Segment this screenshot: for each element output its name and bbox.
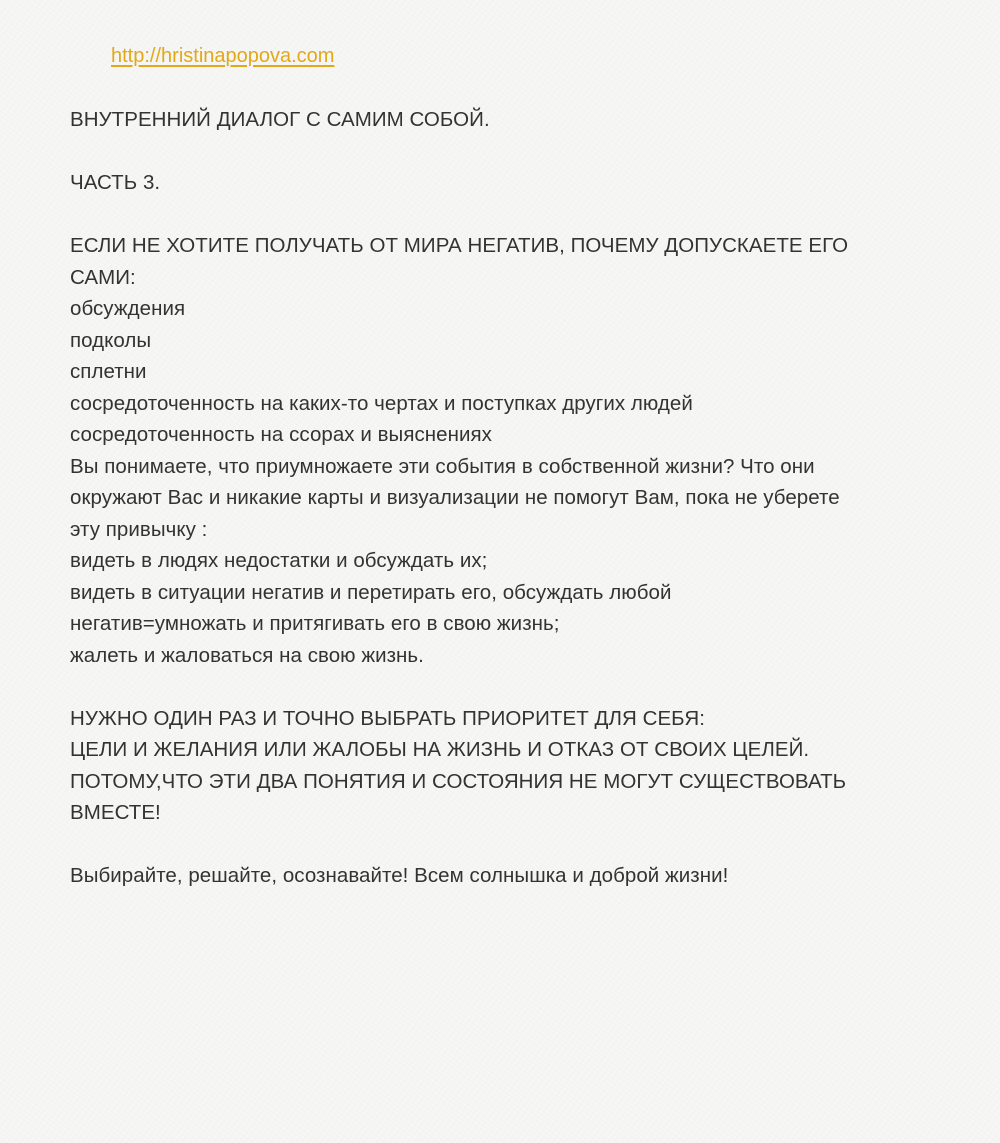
body-line: эту привычку : — [70, 517, 208, 541]
body-line: Вы понимаете, что приумножаете эти события в собственной жизни? Что они — [70, 454, 815, 478]
priority-line: ПОТОМУ,ЧТО ЭТИ ДВА ПОНЯТИЯ И СОСТОЯНИЯ НЕ МОГУТ СУЩЕСТВОВАТЬ — [70, 769, 847, 793]
note-body — [70, 104, 950, 892]
website-link[interactable]: http://hristinapopova.com — [111, 45, 335, 67]
part-heading: ЧАСТЬ 3. — [70, 171, 161, 194]
priority-line: ЦЕЛИ И ЖЕЛАНИЯ ИЛИ ЖАЛОБЫ НА ЖИЗНЬ И ОТКАЗ ОТ СВОИХ ЦЕЛЕЙ. — [70, 738, 810, 761]
blank-line — [70, 671, 950, 703]
list-item: сосредоточенность на ссорах и выяснениях — [70, 423, 492, 446]
habit-line: видеть в ситуации негатив и перетирать его, обсуждать любой — [70, 580, 672, 604]
priority-line: ВМЕСТЕ! — [70, 801, 161, 824]
body-line: окружают Вас и никакие карты и визуализации не помогут Вам, пока не уберете — [70, 486, 840, 509]
blank-line — [70, 199, 950, 231]
note-title: ВНУТРЕННИЙ ДИАЛОГ С САМИМ СОБОЙ. — [70, 108, 490, 131]
blank-line — [70, 829, 950, 861]
question-line: ЕСЛИ НЕ ХОТИТЕ ПОЛУЧАТЬ ОТ МИРА НЕГАТИВ, ПОЧЕМУ ДОПУСКАЕТЕ ЕГО — [70, 234, 849, 257]
list-item: обсуждения — [70, 297, 186, 320]
list-item: сосредоточенность на каких-то чертах и поступках других людей — [70, 391, 693, 415]
closing-line: Выбирайте, решайте, осознавайте! Всем солнышка и доброй жизни! — [70, 864, 729, 887]
habit-line: негатив=умножать и притягивать его в свою жизнь; — [70, 612, 560, 635]
habit-line: видеть в людях недостатки и обсуждать их; — [70, 549, 488, 572]
list-item: подколы — [70, 328, 152, 352]
habit-line: жалеть и жаловаться на свою жизнь. — [70, 643, 424, 667]
list-item: сплетни — [70, 360, 147, 383]
question-line: САМИ: — [70, 265, 136, 289]
blank-line — [70, 136, 950, 168]
priority-line: НУЖНО ОДИН РАЗ И ТОЧНО ВЫБРАТЬ ПРИОРИТЕТ ДЛЯ СЕБЯ: — [70, 706, 706, 730]
